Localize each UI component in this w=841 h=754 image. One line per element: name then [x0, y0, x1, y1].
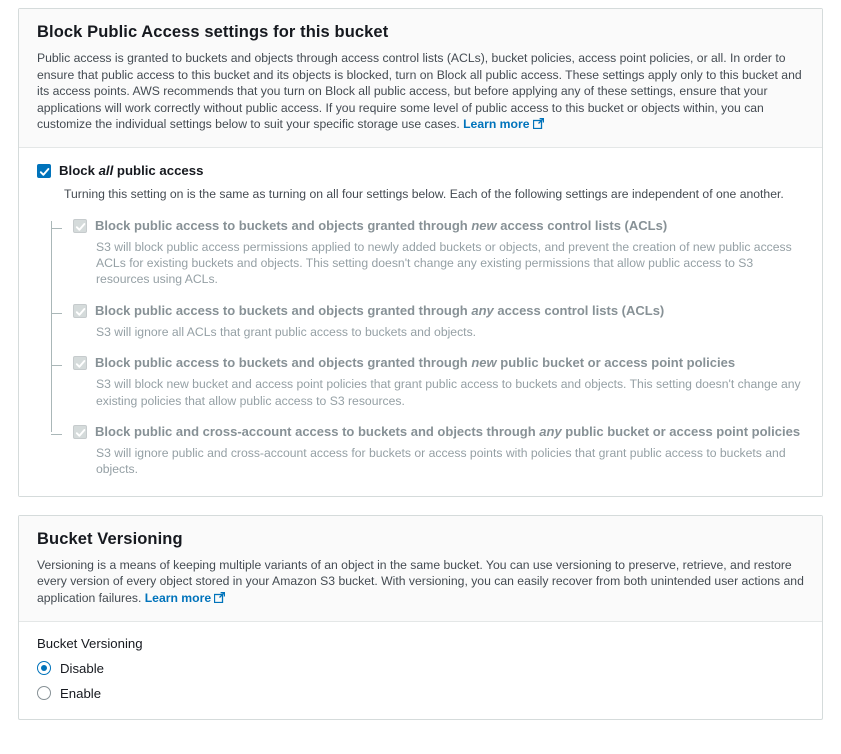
sub-setting-new-policies-description: S3 will block new bucket and access point policies that grant public access to buckets and objects. This setting doesn't change any existing policies that allow public access to S3 resources. — [96, 377, 801, 408]
bucket-versioning-panel — [18, 515, 823, 720]
bucket-versioning-title: Bucket Versioning — [37, 529, 183, 548]
tree-elbow — [51, 365, 62, 366]
sub0-suffix: access control lists (ACLs) — [496, 217, 668, 233]
sub-setting-any-acls-label — [95, 302, 664, 320]
sub-setting-any-acls-description: S3 will ignore all ACLs that grant public access to buckets and objects. — [96, 324, 477, 339]
tree-elbow — [51, 434, 62, 435]
sub2-suffix: public bucket or access point policies — [496, 355, 736, 371]
sub1-suffix: access control lists (ACLs) — [493, 302, 665, 318]
sub-setting-new-policies-label — [95, 354, 735, 372]
versioning-disable-radio[interactable] — [37, 661, 51, 675]
external-link-icon — [214, 592, 225, 603]
bucket-versioning-description-text: Versioning is a means of keeping multiple variants of an object in the same bucket. You can use versioning to preserve, retrieve, and restore every version of every object stored in your Amazon S3 bucket. With versioning, you can easily recover from both unintended user actions and application failures. — [37, 557, 804, 605]
learn-more-link-versioning[interactable] — [145, 591, 225, 605]
bucket-versioning-field-label: Bucket Versioning — [37, 635, 143, 651]
bucket-versioning-body — [19, 622, 822, 719]
sub-setting-new-acls-description: S3 will block public access permissions applied to newly added buckets or objects, and prevent the creation of new public access ACLs for existing buckets and objects. This setting doesn't change any existing permissions that allow public access to S3 resources using ACLs. — [96, 239, 792, 287]
block-all-public-access-help: Turning this setting on is the same as turning on all four settings below. Each of the following settings are independent of one another. — [64, 186, 784, 201]
sub-setting-new-acls-checkbox[interactable] — [73, 219, 87, 233]
bucket-versioning-description — [37, 557, 804, 607]
sub1-prefix: Block public access to buckets and objects granted through — [95, 302, 472, 318]
block-public-access-panel — [18, 8, 823, 497]
versioning-option-disable[interactable] — [37, 661, 804, 676]
tree-elbow — [51, 313, 62, 314]
versioning-enable-radio[interactable] — [37, 686, 51, 700]
sub0-prefix: Block public access to buckets and objects granted through — [95, 217, 472, 233]
sub2-em: new — [471, 355, 497, 371]
external-link-icon — [533, 118, 544, 129]
sub-setting-any-acls-checkbox[interactable] — [73, 304, 87, 318]
tree-elbow — [51, 228, 62, 229]
sub1-em: any — [471, 302, 494, 318]
bucket-versioning-header — [19, 516, 822, 622]
block-all-prefix: Block — [59, 162, 99, 178]
sub-setting-any-policies-description: S3 will ignore public and cross-account access for buckets or access points with policies that grant public access to buckets and objects. — [96, 446, 786, 477]
sub2-prefix: Block public access to buckets and objects granted through — [95, 355, 472, 371]
versioning-enable-label: Enable — [60, 685, 102, 701]
sub-setting-any-acls[interactable] — [51, 302, 804, 340]
versioning-disable-label: Disable — [60, 660, 104, 676]
block-all-public-access-row[interactable] — [37, 162, 804, 180]
sub-setting-new-acls-label — [95, 217, 667, 235]
sub-setting-any-policies-checkbox[interactable] — [73, 425, 87, 439]
block-all-public-access-label — [59, 162, 203, 180]
learn-more-label-bpa: Learn more — [463, 117, 530, 132]
block-public-access-description — [37, 50, 804, 133]
block-public-access-description-text: Public access is granted to buckets and objects through access control lists (ACLs), bucket policies, access point policies, or all. In order to ensure that public access to this bucket and its objects is blocked, turn on Block all public access. These settings apply only to this bucket and its access points. AWS recommends that you turn on Block all public access, but before applying any of these settings, ensure that your applications will work correctly without public access. If you require some level of public access to this bucket or objects within, you can customize the individual settings below to suit your specific storage use cases. — [37, 51, 802, 132]
page-title: Block Public Access settings for this bucket — [37, 23, 389, 41]
sub3-prefix: Block public and cross-account access to buckets and objects through — [95, 424, 540, 439]
sub-settings-list — [51, 217, 804, 478]
block-all-public-access-checkbox[interactable] — [37, 164, 51, 178]
sub-setting-any-policies[interactable] — [51, 423, 804, 478]
sub0-em: new — [471, 217, 497, 233]
learn-more-label-versioning: Learn more — [144, 591, 212, 605]
versioning-option-enable[interactable] — [37, 686, 804, 701]
block-all-suffix: public access — [113, 162, 204, 178]
block-public-access-body — [19, 148, 822, 496]
block-public-access-header — [19, 9, 822, 148]
sub3-suffix: public bucket or access point policies — [561, 424, 801, 439]
learn-more-link-bpa[interactable] — [463, 117, 543, 131]
sub3-em: any — [539, 424, 562, 439]
block-all-emphasis: all — [98, 162, 114, 178]
sub-setting-new-policies[interactable] — [51, 354, 804, 409]
sub-setting-any-policies-label — [95, 423, 800, 441]
sub-setting-new-policies-checkbox[interactable] — [73, 356, 87, 370]
sub-setting-new-acls[interactable] — [51, 217, 804, 288]
